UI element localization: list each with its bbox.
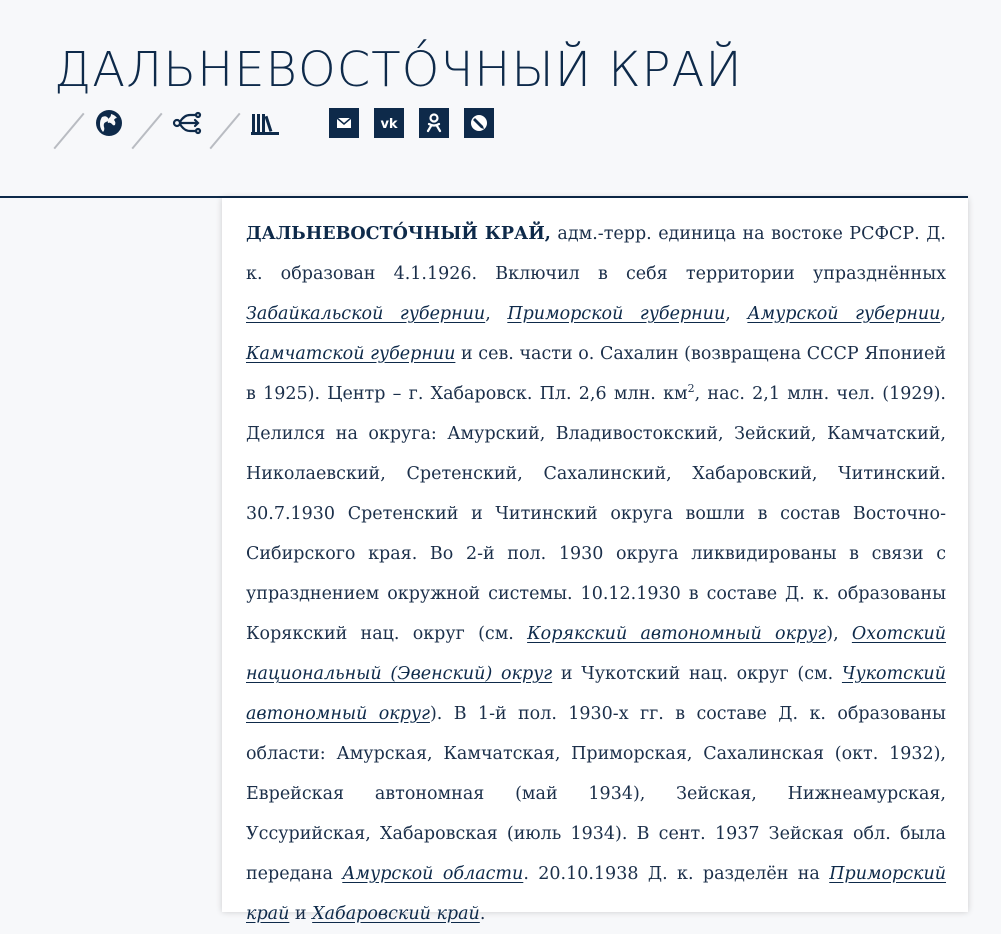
link-kamchatskaya-guberniya[interactable]: Камчатской губернии — [246, 344, 456, 364]
link-koryakskiy-okrug[interactable]: Корякский автономный округ — [527, 624, 827, 644]
page-title: ДАЛЬНЕВОСТО́ЧНЫЙ КРАЙ — [54, 42, 743, 98]
page-header — [0, 0, 1001, 197]
divider — [131, 113, 162, 150]
article-text-segment: и сев. части о. Сахалин (возвращена СССР Японией в 1925). Центр – г. Хабаровск. Пл. 2,6 млн. км — [246, 344, 947, 404]
vk-icon[interactable] — [374, 108, 404, 138]
article-text-segment: , — [725, 304, 748, 324]
link-primorskaya-guberniya[interactable]: Приморской губернии — [507, 304, 726, 324]
divider — [209, 113, 240, 150]
svg-text:vk: vk — [380, 117, 398, 132]
share-tree-icon[interactable] — [172, 108, 202, 138]
link-amurskaya-oblast[interactable]: Амурской области — [342, 864, 524, 884]
odnoklassniki-icon[interactable] — [419, 108, 449, 138]
divider — [53, 113, 84, 150]
library-books-icon[interactable] — [250, 108, 280, 138]
article-text — [246, 214, 946, 934]
article-headword: ДАЛЬНЕВОСТО́ЧНЫЙ КРАЙ, — [246, 224, 551, 244]
article-card — [222, 198, 968, 924]
mail-icon[interactable] — [329, 108, 359, 138]
article-text-segment: и — [289, 904, 313, 924]
article-text-segment: , — [940, 304, 946, 324]
link-primorskiy-krai[interactable]: Приморский край — [246, 864, 947, 924]
link-chukotskiy-okrug[interactable]: Чукотский автономный округ — [246, 664, 946, 724]
superscript: 2 — [687, 382, 695, 396]
globe-icon[interactable] — [94, 108, 124, 138]
article-text-segment: адм.-терр. единица на востоке РСФСР. Д. к. образован 4.1.1926. Включил в себя территории упразднённых — [246, 224, 946, 284]
article-text-segment: . — [479, 904, 486, 924]
article-text-segment: . 20.10.1938 Д. к. разделён на — [523, 864, 830, 884]
link-zabaikalskaya-guberniya[interactable]: Забайкальской губернии — [246, 304, 486, 324]
article-text-segment: ). В 1-й пол. 1930-х гг. в составе Д. к. образованы области: Амурская, Камчатская, Приморская, Сахалинская (окт. 1932), Еврейская автономная (май 1934), Зейская, Нижнеамурская, Уссурийская, Хабаровская (июль 1934). В сент. 1937 Зейская обл. была передана — [246, 704, 946, 884]
article-text-segment: , — [485, 304, 508, 324]
link-okhotskiy-okrug[interactable]: Охотский национальный (Эвенский) округ — [246, 624, 947, 684]
livejournal-icon[interactable] — [464, 108, 494, 138]
link-khabarovskiy-krai[interactable]: Хабаровский край — [312, 904, 480, 924]
article-text-segment: и Чукотский нац. округ (см. — [552, 664, 842, 684]
article-text-segment: , нас. 2,1 млн. чел. (1929). Делился на округа: Амурский, Владивостокский, Зейский, Камчатский, Николаевский, Сретенский, Сахалинский, Хабаровский, Читинский. 30.7.1930 Сретенский и Читинский округа вошли в состав Восточно-Сибирского края. Во 2-й пол. 1930 округа ликвидированы в связи с упразднением окружной системы. 10.12.1930 в составе Д. к. образованы Корякский нац. округ (см. — [246, 384, 946, 644]
toolbar — [54, 106, 514, 148]
link-amurskaya-guberniya[interactable]: Амурской губернии — [747, 304, 941, 324]
article-text-segment: ), — [826, 624, 852, 644]
